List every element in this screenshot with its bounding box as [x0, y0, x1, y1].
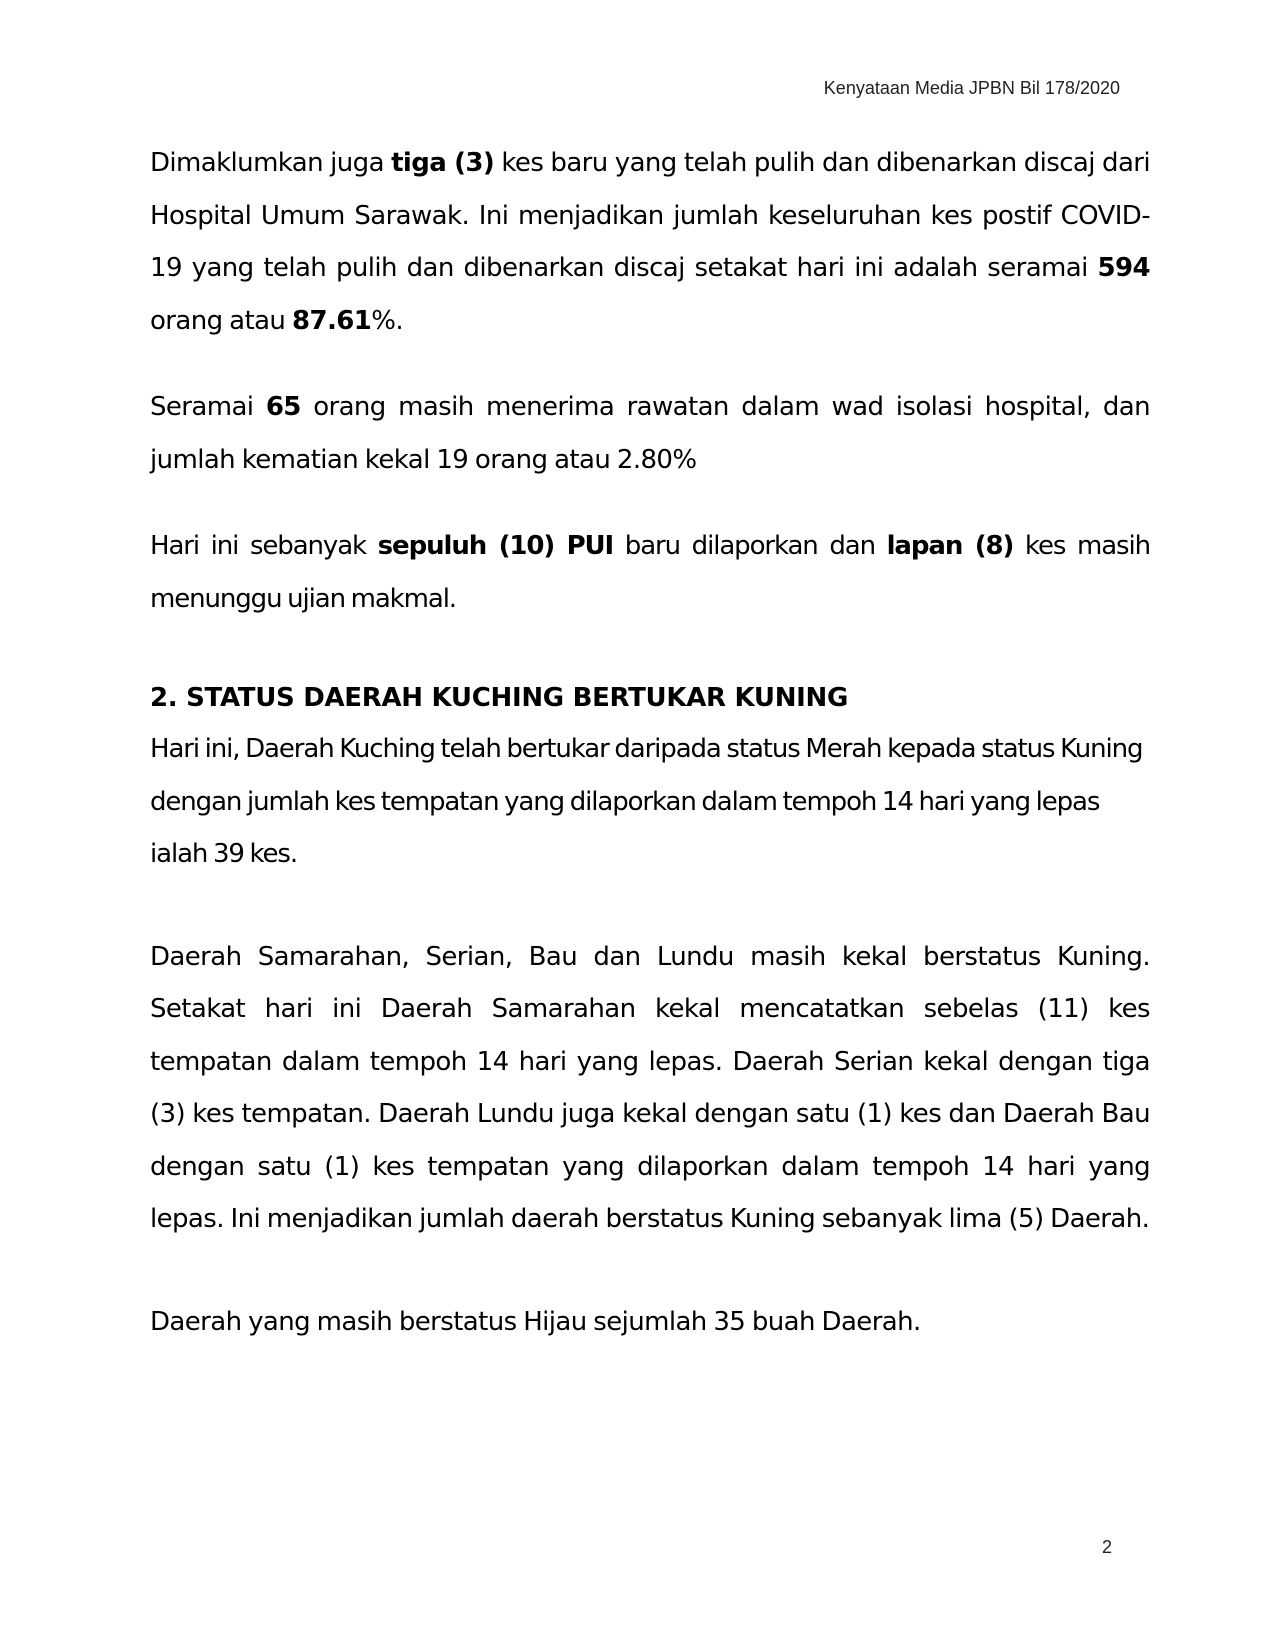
page-number: 2	[1101, 1537, 1112, 1557]
pending-count: lapan (8)	[886, 531, 1014, 561]
pui-text-2: baru dilaporkan dan	[613, 531, 887, 561]
recovery-percentage: 87.61	[291, 305, 372, 336]
recovery-new-cases: tiga (3)	[391, 148, 495, 178]
treatment-text-1: Seramai	[150, 392, 266, 422]
treatment-text-2: orang masih menerima rawatan dalam wad isolasi hospital, dan jumlah kematian kekal 19 orang atau 2.80%	[150, 392, 1150, 475]
recovery-text-4: %.	[371, 305, 404, 336]
document-reference: Kenyataan Media JPBN Bil 178/2020	[823, 78, 1120, 98]
green-districts-paragraph: Daerah yang masih berstatus Hijau sejumlah 35 buah Daerah.	[150, 1306, 921, 1337]
recovery-text-1: Dimaklumkan juga	[150, 148, 392, 178]
treatment-paragraph	[150, 381, 1150, 486]
recovery-total: 594	[1097, 253, 1150, 283]
recovery-paragraph	[150, 137, 1150, 347]
pui-text-3: kes masih menunggu ujian makmal.	[150, 531, 1150, 614]
recovery-text-3: orang atau	[150, 305, 292, 336]
pui-count: sepuluh (10) PUI	[377, 531, 614, 561]
kuching-status-paragraph: Hari ini, Daerah Kuching telah bertukar daripada status Merah kepada status Kuning dengan jumlah kes tempatan yang dilaporkan dalam tempoh 14 hari yang lepas ialah 39 kes.	[150, 734, 1143, 869]
pui-paragraph	[150, 520, 1150, 625]
pui-text-1: Hari ini sebanyak	[150, 531, 378, 561]
document-body	[150, 137, 1150, 1348]
treatment-count: 65	[265, 392, 301, 422]
yellow-districts-paragraph: Daerah Samarahan, Serian, Bau dan Lundu masih kekal berstatus Kuning. Setakat hari ini Daerah Samarahan kekal mencatatkan sebelas (11) kes tempatan dalam tempoh 14 hari yang lepas. Daerah Serian kekal dengan tiga (3) kes tempatan. Daerah Lundu juga kekal dengan satu (1) kes dan Daerah Bau dengan satu (1) kes tempatan yang dilaporkan dalam tempoh 14 hari yang lepas. Ini menjadikan jumlah daerah berstatus Kuning sebanyak lima (5) Daerah.	[150, 941, 1150, 1234]
recovery-text-2: kes baru yang telah pulih dan dibenarkan discaj dari Hospital Umum Sarawak. Ini menjadikan jumlah keseluruhan kes postif COVID-19 yang telah pulih dan dibenarkan discaj setakat hari ini adalah seramai	[150, 148, 1150, 283]
section-heading: 2. STATUS DAERAH KUCHING BERTUKAR KUNING	[150, 683, 849, 713]
